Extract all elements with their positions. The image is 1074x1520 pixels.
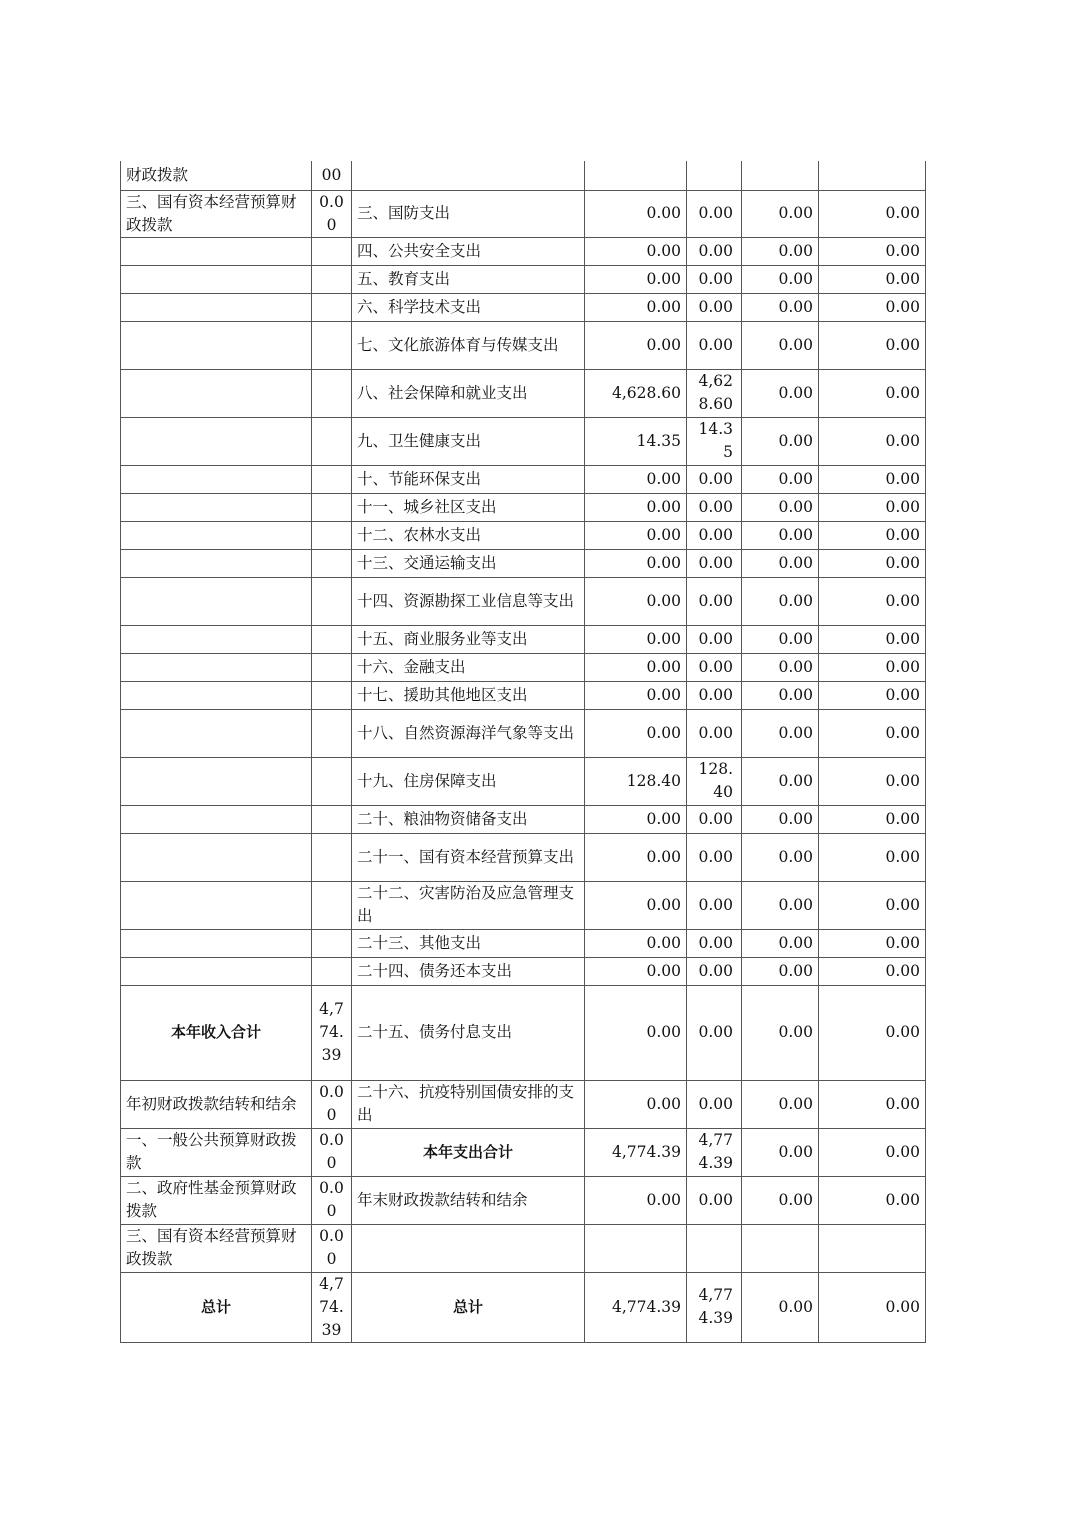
income-item (121, 957, 312, 985)
gov-fund (742, 1224, 819, 1272)
expense-total: 0.00 (585, 985, 687, 1080)
general-budget: 0.00 (687, 1176, 742, 1224)
income-amount (312, 957, 352, 985)
table-row (121, 417, 926, 465)
table-row (121, 190, 926, 237)
gov-fund: 0.00 (742, 265, 819, 293)
state-capital: 0.00 (819, 833, 926, 881)
income-amount (312, 265, 352, 293)
gov-fund: 0.00 (742, 465, 819, 493)
income-item (121, 805, 312, 833)
expense-total: 0.00 (585, 929, 687, 957)
expense-item: 年末财政拨款结转和结余 (352, 1176, 585, 1224)
table-body (121, 161, 926, 1342)
income-item (121, 881, 312, 929)
table-row (121, 625, 926, 653)
income-item (121, 549, 312, 577)
expense-item: 十四、资源勘探工业信息等支出 (352, 577, 585, 625)
state-capital: 0.00 (819, 369, 926, 417)
expense-total: 0.00 (585, 190, 687, 237)
general-budget: 0.00 (687, 929, 742, 957)
income-item (121, 757, 312, 805)
general-budget: 14.35 (687, 417, 742, 465)
table-row (121, 369, 926, 417)
state-capital: 0.00 (819, 190, 926, 237)
table-row (121, 681, 926, 709)
income-item (121, 465, 312, 493)
table-row (121, 985, 926, 1080)
table-row (121, 1128, 926, 1176)
table-row (121, 549, 926, 577)
income-amount (312, 465, 352, 493)
state-capital: 0.00 (819, 957, 926, 985)
gov-fund: 0.00 (742, 653, 819, 681)
general-budget: 0.00 (687, 237, 742, 265)
expense-total: 4,774.39 (585, 1272, 687, 1342)
gov-fund: 0.00 (742, 321, 819, 369)
state-capital: 0.00 (819, 521, 926, 549)
expense-item: 二十二、灾害防治及应急管理支出 (352, 881, 585, 929)
state-capital: 0.00 (819, 577, 926, 625)
gov-fund: 0.00 (742, 805, 819, 833)
expense-total: 0.00 (585, 681, 687, 709)
state-capital: 0.00 (819, 653, 926, 681)
state-capital: 0.00 (819, 417, 926, 465)
state-capital: 0.00 (819, 1080, 926, 1128)
income-item (121, 321, 312, 369)
gov-fund: 0.00 (742, 681, 819, 709)
expense-total (585, 161, 687, 190)
expense-item: 五、教育支出 (352, 265, 585, 293)
expense-item: 四、公共安全支出 (352, 237, 585, 265)
expense-item (352, 161, 585, 190)
income-amount (312, 625, 352, 653)
gov-fund: 0.00 (742, 369, 819, 417)
income-item (121, 625, 312, 653)
expense-item: 十一、城乡社区支出 (352, 493, 585, 521)
general-budget: 0.00 (687, 465, 742, 493)
general-budget: 4,774.39 (687, 1128, 742, 1176)
table-row (121, 1224, 926, 1272)
table-row (121, 929, 926, 957)
income-item (121, 493, 312, 521)
gov-fund: 0.00 (742, 957, 819, 985)
income-amount: 0.00 (312, 1176, 352, 1224)
state-capital: 0.00 (819, 321, 926, 369)
table-row (121, 1080, 926, 1128)
expense-item: 十七、援助其他地区支出 (352, 681, 585, 709)
state-capital (819, 161, 926, 190)
gov-fund: 0.00 (742, 1176, 819, 1224)
gov-fund: 0.00 (742, 985, 819, 1080)
general-budget: 0.00 (687, 577, 742, 625)
state-capital: 0.00 (819, 465, 926, 493)
general-budget: 0.00 (687, 709, 742, 757)
state-capital: 0.00 (819, 805, 926, 833)
expense-total: 0.00 (585, 957, 687, 985)
state-capital: 0.00 (819, 493, 926, 521)
income-amount (312, 577, 352, 625)
state-capital: 0.00 (819, 681, 926, 709)
table-row (121, 265, 926, 293)
income-item: 一、一般公共预算财政拨款 (121, 1128, 312, 1176)
income-item (121, 417, 312, 465)
expense-total: 14.35 (585, 417, 687, 465)
state-capital: 0.00 (819, 237, 926, 265)
expense-item: 十、节能环保支出 (352, 465, 585, 493)
income-amount (312, 709, 352, 757)
table-row (121, 321, 926, 369)
general-budget: 0.00 (687, 957, 742, 985)
gov-fund: 0.00 (742, 757, 819, 805)
income-item (121, 833, 312, 881)
income-item (121, 293, 312, 321)
gov-fund: 0.00 (742, 709, 819, 757)
table-row (121, 1176, 926, 1224)
income-item: 三、国有资本经营预算财政拨款 (121, 1224, 312, 1272)
budget-table (120, 161, 926, 1343)
expense-item: 十五、商业服务业等支出 (352, 625, 585, 653)
expense-item: 九、卫生健康支出 (352, 417, 585, 465)
expense-total: 0.00 (585, 805, 687, 833)
income-amount: 4,774.39 (312, 1272, 352, 1342)
expense-item: 二十、粮油物资储备支出 (352, 805, 585, 833)
general-budget: 0.00 (687, 265, 742, 293)
income-item: 财政拨款 (121, 161, 312, 190)
gov-fund: 0.00 (742, 625, 819, 653)
expense-item: 十八、自然资源海洋气象等支出 (352, 709, 585, 757)
income-amount (312, 521, 352, 549)
income-item: 总计 (121, 1272, 312, 1342)
state-capital: 0.00 (819, 265, 926, 293)
expense-total: 0.00 (585, 321, 687, 369)
income-amount: 4,774.39 (312, 985, 352, 1080)
general-budget: 0.00 (687, 493, 742, 521)
general-budget: 0.00 (687, 1080, 742, 1128)
income-amount (312, 293, 352, 321)
expense-item: 二十四、债务还本支出 (352, 957, 585, 985)
general-budget: 0.00 (687, 681, 742, 709)
gov-fund: 0.00 (742, 493, 819, 521)
state-capital: 0.00 (819, 625, 926, 653)
gov-fund: 0.00 (742, 1272, 819, 1342)
expense-total: 128.40 (585, 757, 687, 805)
income-item (121, 265, 312, 293)
income-amount: 0.00 (312, 1128, 352, 1176)
income-item (121, 709, 312, 757)
general-budget: 4,774.39 (687, 1272, 742, 1342)
expense-item: 十三、交通运输支出 (352, 549, 585, 577)
income-amount (312, 417, 352, 465)
general-budget (687, 1224, 742, 1272)
income-item (121, 369, 312, 417)
income-item (121, 681, 312, 709)
table-row (121, 493, 926, 521)
income-amount: 00 (312, 161, 352, 190)
income-amount (312, 881, 352, 929)
income-amount: 0.00 (312, 1080, 352, 1128)
table-row (121, 521, 926, 549)
expense-item: 总计 (352, 1272, 585, 1342)
gov-fund: 0.00 (742, 929, 819, 957)
table-row (121, 161, 926, 190)
expense-total: 0.00 (585, 493, 687, 521)
state-capital: 0.00 (819, 709, 926, 757)
state-capital: 0.00 (819, 929, 926, 957)
state-capital: 0.00 (819, 757, 926, 805)
income-amount (312, 549, 352, 577)
state-capital: 0.00 (819, 549, 926, 577)
income-amount (312, 757, 352, 805)
general-budget: 0.00 (687, 833, 742, 881)
income-amount (312, 681, 352, 709)
expense-total: 0.00 (585, 625, 687, 653)
expense-item: 十二、农林水支出 (352, 521, 585, 549)
expense-item: 二十六、抗疫特别国债安排的支出 (352, 1080, 585, 1128)
table-row (121, 577, 926, 625)
state-capital: 0.00 (819, 1176, 926, 1224)
table-row (121, 465, 926, 493)
general-budget: 0.00 (687, 881, 742, 929)
expense-total: 0.00 (585, 237, 687, 265)
expense-total (585, 1224, 687, 1272)
gov-fund: 0.00 (742, 237, 819, 265)
expense-item: 二十一、国有资本经营预算支出 (352, 833, 585, 881)
general-budget: 0.00 (687, 293, 742, 321)
table-row (121, 237, 926, 265)
table-row (121, 293, 926, 321)
general-budget: 4,628.60 (687, 369, 742, 417)
income-item: 年初财政拨款结转和结余 (121, 1080, 312, 1128)
income-amount (312, 833, 352, 881)
income-amount: 0.00 (312, 1224, 352, 1272)
state-capital: 0.00 (819, 1128, 926, 1176)
table-row (121, 1272, 926, 1342)
table-row (121, 653, 926, 681)
income-item: 二、政府性基金预算财政拨款 (121, 1176, 312, 1224)
state-capital: 0.00 (819, 293, 926, 321)
income-amount: 0.00 (312, 190, 352, 237)
general-budget: 0.00 (687, 805, 742, 833)
income-item: 本年收入合计 (121, 985, 312, 1080)
expense-item: 六、科学技术支出 (352, 293, 585, 321)
income-item (121, 521, 312, 549)
income-amount (312, 321, 352, 369)
general-budget (687, 161, 742, 190)
gov-fund: 0.00 (742, 417, 819, 465)
income-item (121, 929, 312, 957)
expense-total: 0.00 (585, 465, 687, 493)
expense-item: 二十五、债务付息支出 (352, 985, 585, 1080)
expense-item: 三、国防支出 (352, 190, 585, 237)
general-budget: 0.00 (687, 549, 742, 577)
general-budget: 0.00 (687, 521, 742, 549)
expense-item: 十六、金融支出 (352, 653, 585, 681)
general-budget: 0.00 (687, 985, 742, 1080)
general-budget: 0.00 (687, 625, 742, 653)
general-budget: 0.00 (687, 321, 742, 369)
general-budget: 0.00 (687, 190, 742, 237)
expense-item: 八、社会保障和就业支出 (352, 369, 585, 417)
gov-fund: 0.00 (742, 833, 819, 881)
expense-total: 0.00 (585, 653, 687, 681)
expense-total: 0.00 (585, 1080, 687, 1128)
gov-fund: 0.00 (742, 521, 819, 549)
expense-total: 4,774.39 (585, 1128, 687, 1176)
expense-item: 二十三、其他支出 (352, 929, 585, 957)
gov-fund: 0.00 (742, 1080, 819, 1128)
state-capital (819, 1224, 926, 1272)
income-amount (312, 929, 352, 957)
expense-total: 0.00 (585, 881, 687, 929)
gov-fund: 0.00 (742, 577, 819, 625)
expense-item: 本年支出合计 (352, 1128, 585, 1176)
table-row (121, 709, 926, 757)
income-amount (312, 653, 352, 681)
expense-total: 0.00 (585, 833, 687, 881)
state-capital: 0.00 (819, 985, 926, 1080)
expense-total: 0.00 (585, 549, 687, 577)
table-row (121, 805, 926, 833)
income-item (121, 653, 312, 681)
expense-total: 0.00 (585, 521, 687, 549)
expense-total: 0.00 (585, 709, 687, 757)
expense-total: 0.00 (585, 577, 687, 625)
general-budget: 128.40 (687, 757, 742, 805)
table-row (121, 757, 926, 805)
expense-item: 十九、住房保障支出 (352, 757, 585, 805)
income-amount (312, 493, 352, 521)
gov-fund (742, 161, 819, 190)
income-item: 三、国有资本经营预算财政拨款 (121, 190, 312, 237)
state-capital: 0.00 (819, 1272, 926, 1342)
table-row (121, 881, 926, 929)
expense-item (352, 1224, 585, 1272)
income-amount (312, 805, 352, 833)
expense-total: 0.00 (585, 293, 687, 321)
expense-total: 4,628.60 (585, 369, 687, 417)
income-item (121, 237, 312, 265)
table-row (121, 957, 926, 985)
gov-fund: 0.00 (742, 190, 819, 237)
state-capital: 0.00 (819, 881, 926, 929)
gov-fund: 0.00 (742, 1128, 819, 1176)
gov-fund: 0.00 (742, 549, 819, 577)
table-row (121, 833, 926, 881)
expense-item: 七、文化旅游体育与传媒支出 (352, 321, 585, 369)
expense-total: 0.00 (585, 265, 687, 293)
income-amount (312, 369, 352, 417)
expense-total: 0.00 (585, 1176, 687, 1224)
income-amount (312, 237, 352, 265)
gov-fund: 0.00 (742, 881, 819, 929)
income-item (121, 577, 312, 625)
general-budget: 0.00 (687, 653, 742, 681)
gov-fund: 0.00 (742, 293, 819, 321)
